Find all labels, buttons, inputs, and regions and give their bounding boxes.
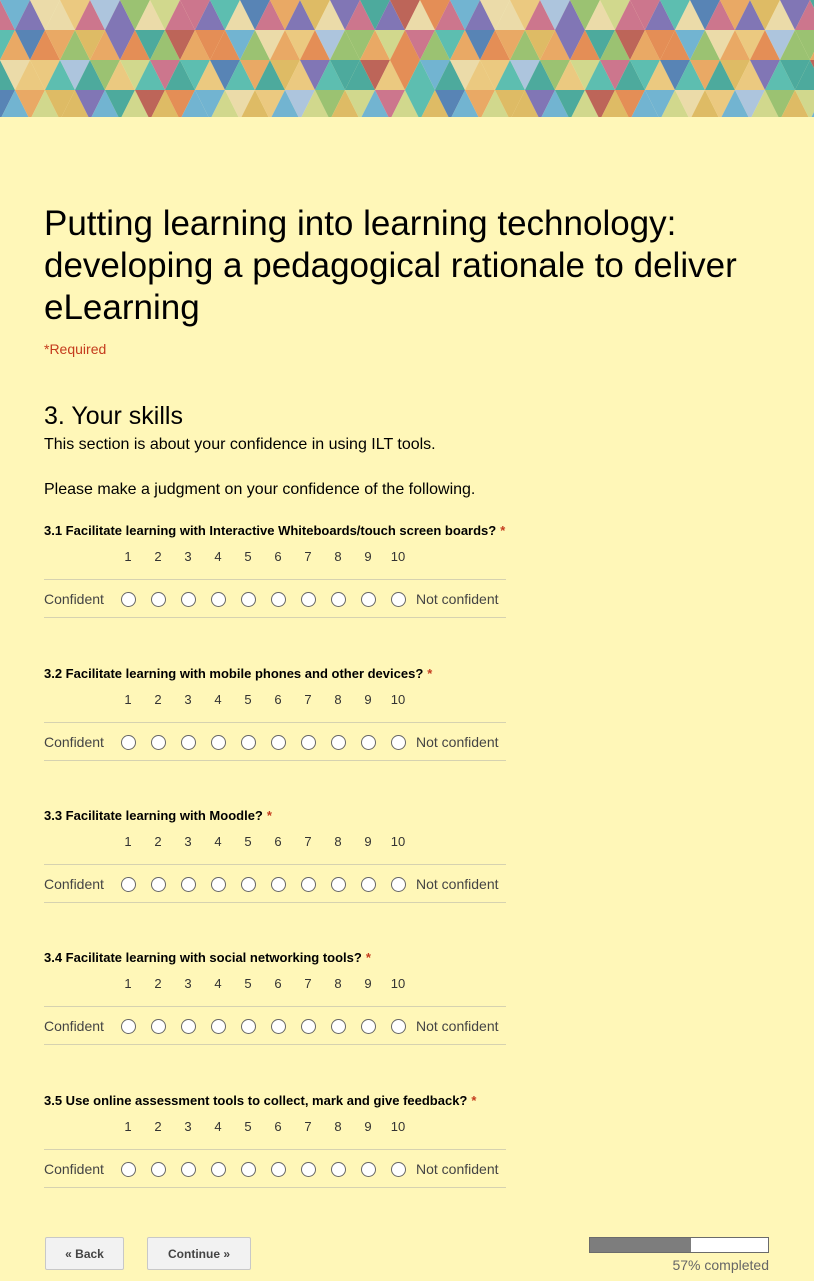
scale-number: 3 <box>184 1119 192 1134</box>
rating-radio-9[interactable] <box>361 877 376 892</box>
scale-number: 7 <box>304 549 312 564</box>
scale-high-label: Not confident <box>416 1161 499 1177</box>
rating-radio-4[interactable] <box>211 735 226 750</box>
question-5 <box>44 1093 544 1203</box>
continue-button[interactable]: Continue » <box>147 1237 251 1270</box>
scale-number: 1 <box>124 834 132 849</box>
scale-high-label: Not confident <box>416 876 499 892</box>
scale-number: 2 <box>154 1119 162 1134</box>
rating-radio-8[interactable] <box>331 877 346 892</box>
scale-number: 10 <box>390 549 406 564</box>
divider <box>44 1044 506 1045</box>
scale-number: 3 <box>184 692 192 707</box>
scale-number: 5 <box>244 692 252 707</box>
rating-scale <box>44 950 506 1060</box>
divider <box>44 579 506 580</box>
progress-bar-fill <box>590 1238 691 1252</box>
scale-number: 6 <box>274 976 282 991</box>
required-asterisk: * <box>365 950 371 965</box>
scale-number: 9 <box>364 976 372 991</box>
question-text: 3.2 Facilitate learning with mobile phones and other devices? <box>44 666 424 681</box>
scale-high-label: Not confident <box>416 591 499 607</box>
question-1 <box>44 523 544 633</box>
form-title: Putting learning into learning technology: developing a pedagogical rationale to deliver eLearning <box>44 204 737 327</box>
rating-radio-6[interactable] <box>271 735 286 750</box>
rating-radio-2[interactable] <box>151 592 166 607</box>
scale-number: 1 <box>124 692 132 707</box>
divider <box>44 1149 506 1150</box>
scale-number: 9 <box>364 692 372 707</box>
scale-number: 4 <box>214 834 222 849</box>
rating-radio-2[interactable] <box>151 877 166 892</box>
scale-number: 2 <box>154 834 162 849</box>
scale-number: 9 <box>364 549 372 564</box>
rating-scale <box>44 808 506 918</box>
divider <box>44 617 506 618</box>
scale-high-label: Not confident <box>416 1018 499 1034</box>
banner-pattern <box>0 0 814 117</box>
rating-radio-1[interactable] <box>121 735 136 750</box>
progress-label: 57% completed <box>672 1257 769 1273</box>
rating-radio-4[interactable] <box>211 592 226 607</box>
scale-number: 1 <box>124 1119 132 1134</box>
scale-high-label: Not confident <box>416 734 499 750</box>
scale-number: 10 <box>390 692 406 707</box>
question-4 <box>44 950 544 1060</box>
scale-number: 1 <box>124 976 132 991</box>
rating-radio-2[interactable] <box>151 1019 166 1034</box>
rating-radio-4[interactable] <box>211 877 226 892</box>
question-3 <box>44 808 544 918</box>
rating-radio-7[interactable] <box>301 1019 316 1034</box>
scale-number: 5 <box>244 976 252 991</box>
rating-radio-6[interactable] <box>271 877 286 892</box>
rating-radio-1[interactable] <box>121 1019 136 1034</box>
rating-radio-8[interactable] <box>331 1162 346 1177</box>
rating-radio-8[interactable] <box>331 735 346 750</box>
rating-radio-5[interactable] <box>241 735 256 750</box>
rating-radio-9[interactable] <box>361 1162 376 1177</box>
section-title: 3. Your skills <box>44 402 183 430</box>
scale-number: 6 <box>274 692 282 707</box>
required-asterisk: * <box>427 666 433 681</box>
scale-number: 7 <box>304 1119 312 1134</box>
required-asterisk: * <box>266 808 272 823</box>
scale-number: 4 <box>214 549 222 564</box>
rating-radio-2[interactable] <box>151 1162 166 1177</box>
divider <box>44 722 506 723</box>
scale-number: 9 <box>364 1119 372 1134</box>
divider <box>44 1187 506 1188</box>
rating-radio-5[interactable] <box>241 877 256 892</box>
required-note: *Required <box>44 341 107 357</box>
scale-number: 6 <box>274 1119 282 1134</box>
scale-number: 4 <box>214 692 222 707</box>
divider <box>44 902 506 903</box>
rating-radio-5[interactable] <box>241 592 256 607</box>
rating-radio-9[interactable] <box>361 735 376 750</box>
rating-radio-10[interactable] <box>391 592 406 607</box>
scale-number: 9 <box>364 834 372 849</box>
rating-radio-2[interactable] <box>151 735 166 750</box>
scale-number: 10 <box>390 976 406 991</box>
rating-radio-10[interactable] <box>391 735 406 750</box>
rating-radio-10[interactable] <box>391 1162 406 1177</box>
scale-number: 10 <box>390 834 406 849</box>
scale-number: 2 <box>154 549 162 564</box>
rating-radio-8[interactable] <box>331 1019 346 1034</box>
section-instruction: Please make a judgment on your confidence of the following. <box>44 481 476 498</box>
rating-radio-1[interactable] <box>121 877 136 892</box>
rating-radio-10[interactable] <box>391 877 406 892</box>
question-text: 3.1 Facilitate learning with Interactive Whiteboards/touch screen boards? <box>44 523 497 538</box>
rating-radio-6[interactable] <box>271 1162 286 1177</box>
scale-number: 8 <box>334 976 342 991</box>
section-description: This section is about your confidence in using ILT tools. <box>44 436 436 453</box>
question-text: 3.3 Facilitate learning with Moodle? <box>44 808 263 823</box>
scale-low-label: Confident <box>44 1161 104 1177</box>
required-asterisk: * <box>471 1093 477 1108</box>
rating-radio-4[interactable] <box>211 1019 226 1034</box>
required-asterisk: * <box>500 523 506 538</box>
scale-low-label: Confident <box>44 1018 104 1034</box>
rating-radio-10[interactable] <box>391 1019 406 1034</box>
scale-number: 3 <box>184 834 192 849</box>
rating-radio-3[interactable] <box>181 1019 196 1034</box>
rating-radio-9[interactable] <box>361 592 376 607</box>
scale-number: 6 <box>274 549 282 564</box>
scale-number: 4 <box>214 976 222 991</box>
scale-number: 7 <box>304 834 312 849</box>
rating-radio-7[interactable] <box>301 592 316 607</box>
scale-number: 5 <box>244 1119 252 1134</box>
rating-radio-4[interactable] <box>211 1162 226 1177</box>
divider <box>44 760 506 761</box>
back-button[interactable]: « Back <box>45 1237 124 1270</box>
question-2 <box>44 666 544 776</box>
divider <box>44 864 506 865</box>
rating-radio-5[interactable] <box>241 1162 256 1177</box>
rating-radio-7[interactable] <box>301 735 316 750</box>
scale-low-label: Confident <box>44 591 104 607</box>
scale-low-label: Confident <box>44 734 104 750</box>
scale-number: 4 <box>214 1119 222 1134</box>
scale-number: 5 <box>244 549 252 564</box>
header-banner <box>0 0 814 117</box>
scale-number: 8 <box>334 692 342 707</box>
divider <box>44 1006 506 1007</box>
rating-radio-6[interactable] <box>271 592 286 607</box>
rating-scale <box>44 666 506 776</box>
question-text: 3.4 Facilitate learning with social networking tools? <box>44 950 362 965</box>
scale-number: 10 <box>390 1119 406 1134</box>
scale-number: 8 <box>334 834 342 849</box>
rating-radio-7[interactable] <box>301 877 316 892</box>
rating-radio-3[interactable] <box>181 877 196 892</box>
scale-number: 1 <box>124 549 132 564</box>
scale-number: 2 <box>154 692 162 707</box>
rating-radio-9[interactable] <box>361 1019 376 1034</box>
question-text: 3.5 Use online assessment tools to collect, mark and give feedback? <box>44 1093 468 1108</box>
scale-number: 8 <box>334 549 342 564</box>
scale-number: 8 <box>334 1119 342 1134</box>
rating-radio-7[interactable] <box>301 1162 316 1177</box>
rating-radio-3[interactable] <box>181 735 196 750</box>
rating-scale <box>44 523 506 633</box>
scale-number: 3 <box>184 976 192 991</box>
scale-number: 7 <box>304 692 312 707</box>
scale-number: 7 <box>304 976 312 991</box>
scale-number: 3 <box>184 549 192 564</box>
rating-scale <box>44 1093 506 1203</box>
scale-number: 6 <box>274 834 282 849</box>
rating-radio-3[interactable] <box>181 592 196 607</box>
rating-radio-1[interactable] <box>121 1162 136 1177</box>
rating-radio-3[interactable] <box>181 1162 196 1177</box>
rating-radio-8[interactable] <box>331 592 346 607</box>
rating-radio-5[interactable] <box>241 1019 256 1034</box>
progress-bar <box>589 1237 769 1253</box>
rating-radio-1[interactable] <box>121 592 136 607</box>
rating-radio-6[interactable] <box>271 1019 286 1034</box>
scale-low-label: Confident <box>44 876 104 892</box>
scale-number: 2 <box>154 976 162 991</box>
scale-number: 5 <box>244 834 252 849</box>
